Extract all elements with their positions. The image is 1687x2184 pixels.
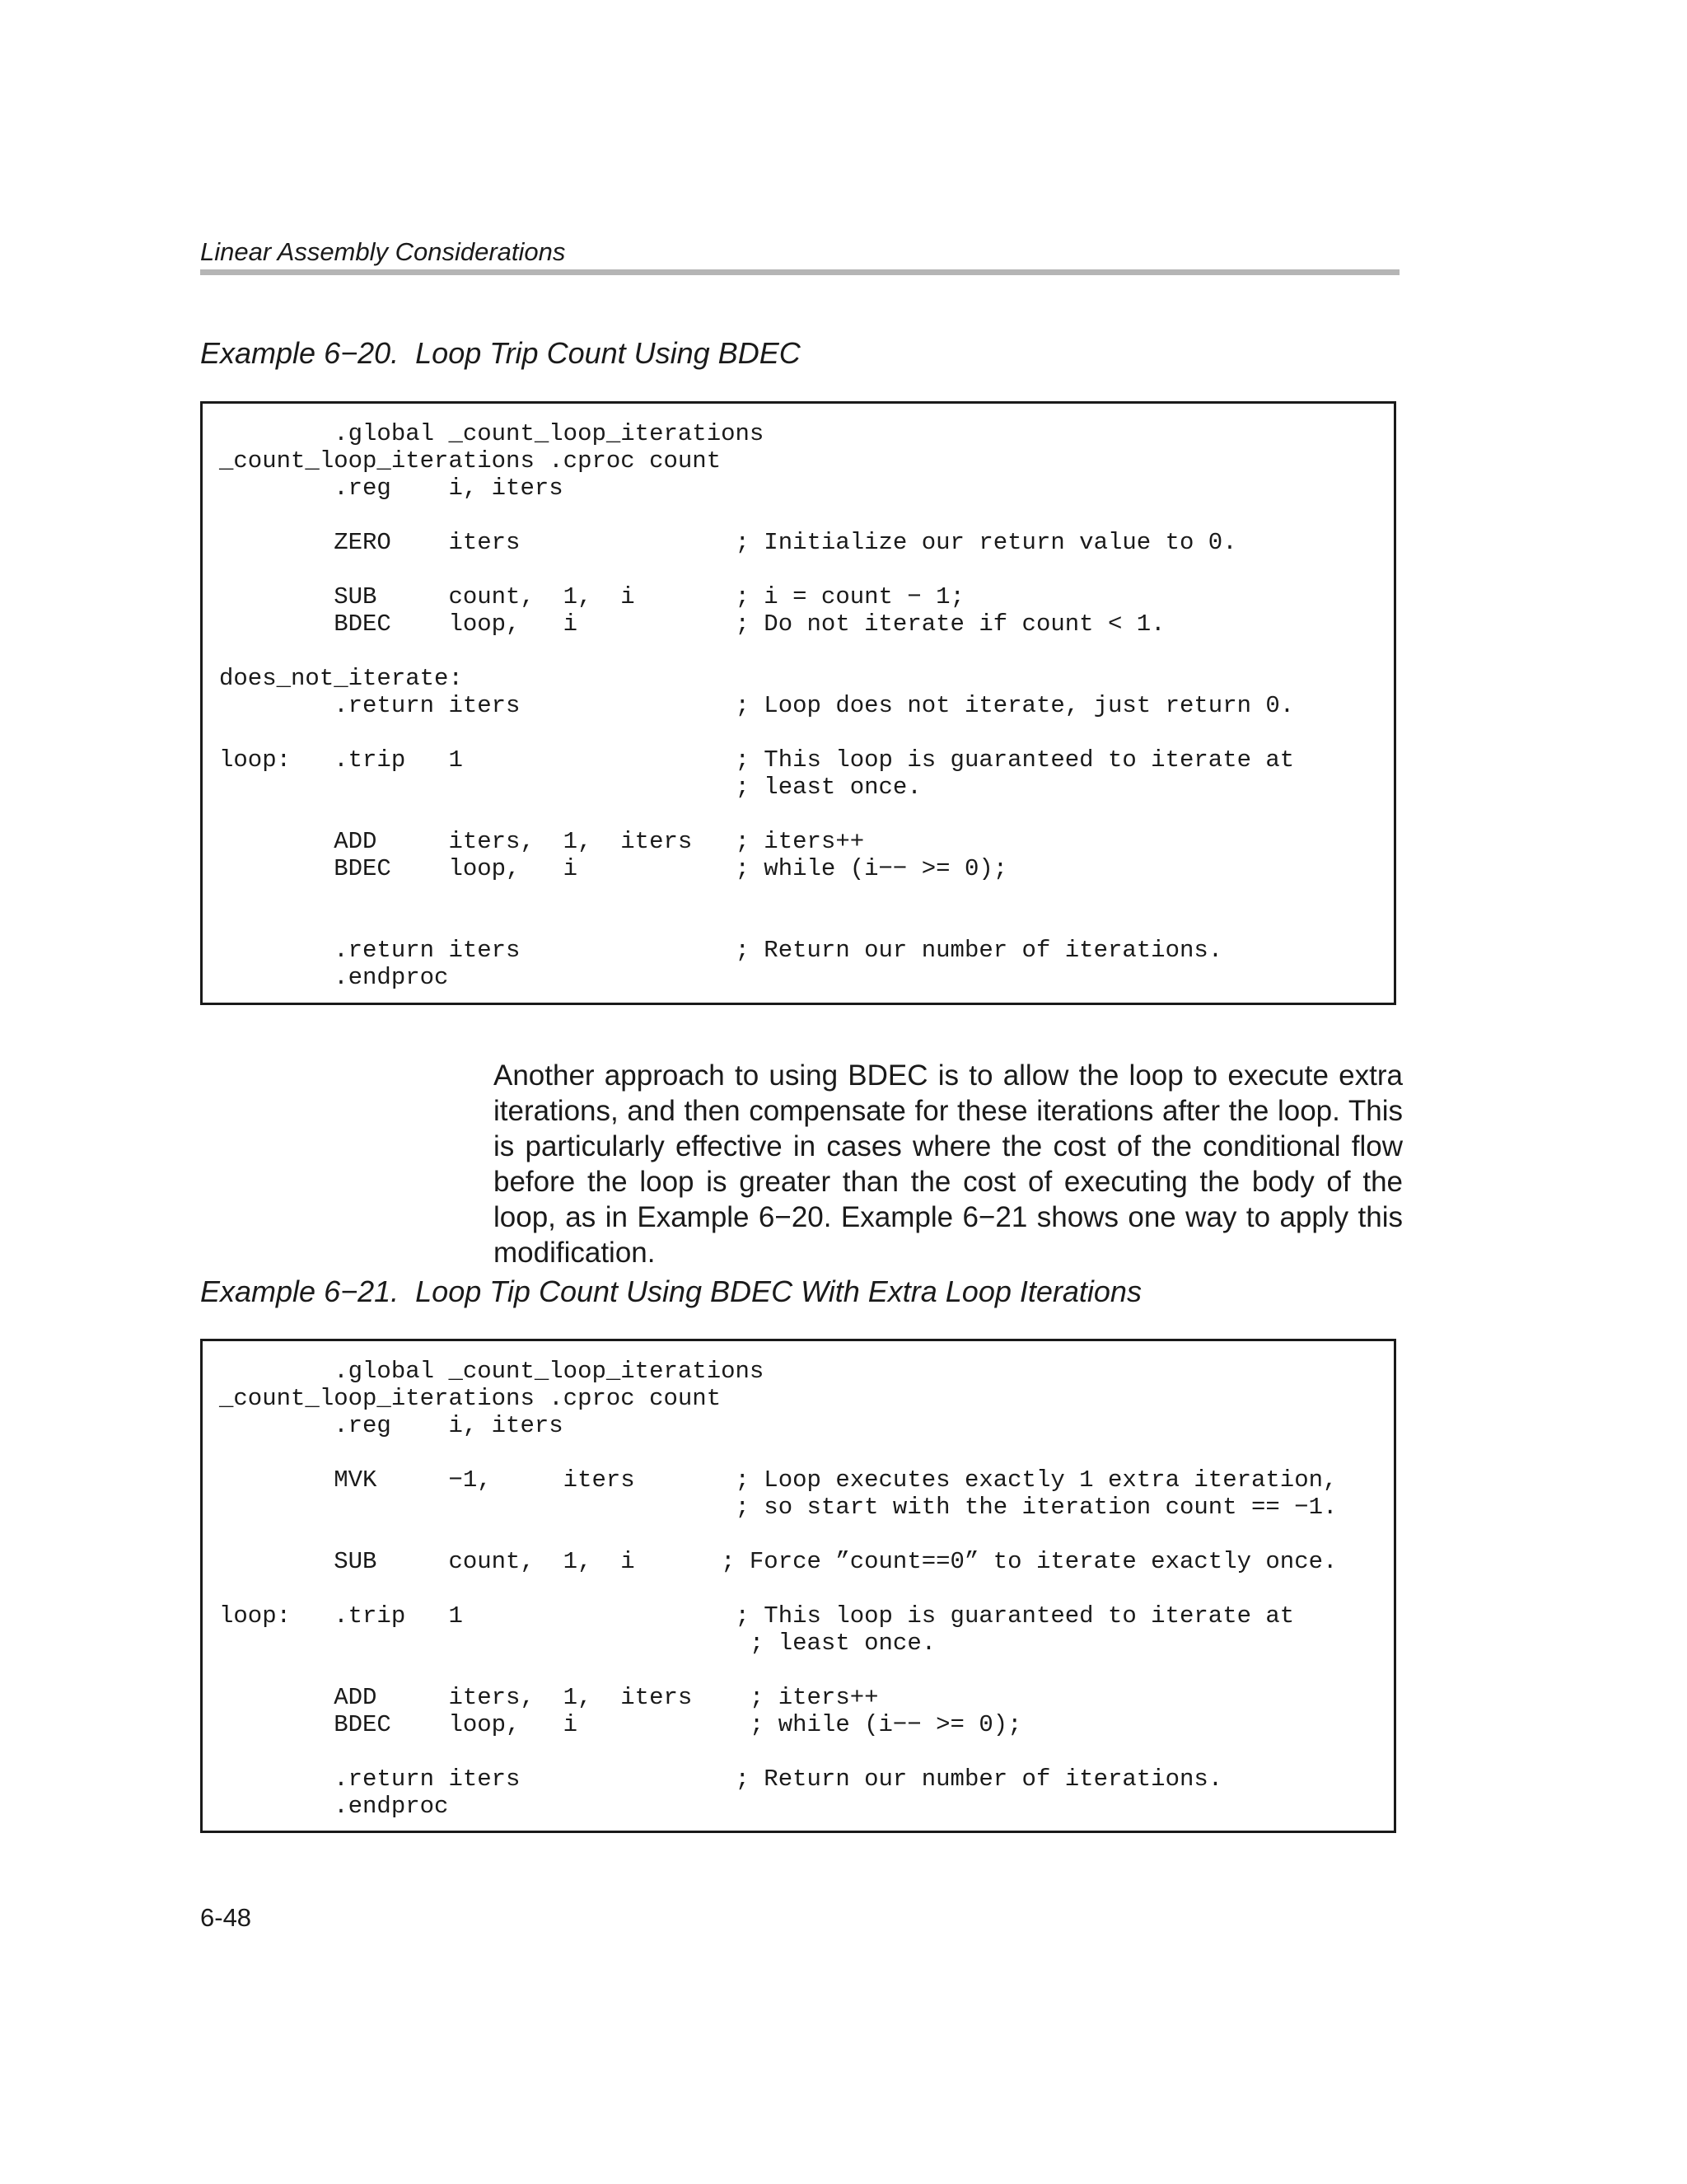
body-paragraph: Another approach to using BDEC is to allow the loop to execute extra iterations, and then compensate for these iterations after the loop. This is particularly effective in cases where the cost of the conditional flow before the loop is greater than the cost of executing the body of the loop, as in Example 6−20. Example 6−21 shows one way to apply this modification. xyxy=(493,1059,1403,1269)
example-6-20-title: Example 6−20. Loop Trip Count Using BDEC xyxy=(200,336,801,370)
example-6-20-code-box xyxy=(200,401,1396,1005)
page-number: 6-48 xyxy=(200,1903,252,1932)
example-6-21-code: .global _count_loop_iterations _count_loop_iterations .cproc count .reg i, iters MVK −1, iters ; Loop executes exactly 1 extra iteration, ; so start with the iteration count == −1. SUB count, 1, i ; Force ”count==0” to iterate exactly once. loop: .trip 1 ; This loop is guaranteed to iterate at ; least once. ADD iters, 1, iters ; iters++ BDEC loop, i ; while (i−− >= 0); .return iters ; Return our number of iterations. .endproc xyxy=(219,1358,1338,1820)
running-header: Linear Assembly Considerations xyxy=(200,237,566,266)
example-6-20-code: .global _count_loop_iterations _count_loop_iterations .cproc count .reg i, iters ZERO iters ; Initialize our return value to 0. SUB count, 1, i ; i = count − 1; BDEC loop, i ; Do not iterate if count < 1. does_not_iterate: .return iters ; Loop does not iterate, just return 0. loop: .trip 1 ; This loop is guaranteed to iterate at ; least once. ADD iters, 1, iters ; iters++ BDEC loop, i ; while (i−− >= 0); .return iters ; Return our number of iterations. .endproc xyxy=(219,420,1295,991)
example-6-21-code-box xyxy=(200,1339,1396,1833)
example-6-21-title: Example 6−21. Loop Tip Count Using BDEC With Extra Loop Iterations xyxy=(200,1274,1142,1308)
header-rule xyxy=(200,269,1400,275)
